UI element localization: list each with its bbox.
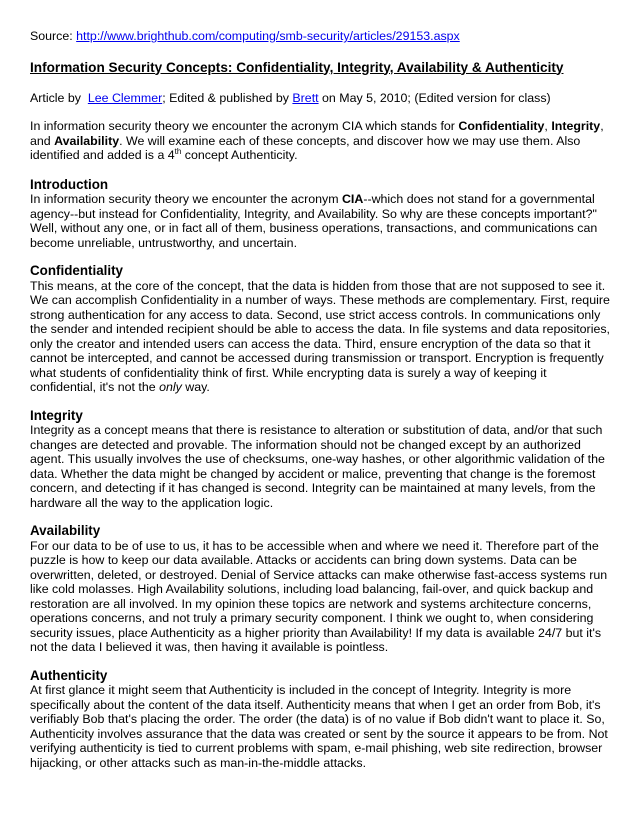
authenticity-body: At first glance it might seem that Authenticity is included in the concept of Integrity. Integrity is more specifically about the content of the data itself. Authenticity means that when I get an order from Bob, it's verifiably Bob that's placing the order. The order (the data) is of no value if Bob didn't want to place it. So, Authenticity involves assurance that the data was created or sent by the source it appears to be from. Not verifying authenticity is tied to current problems with spam, e-mail phishing, web site redirection, browser hijacking, or other attacks such as man-in-the-middle attacks. [30,683,608,770]
heading-confidentiality: Confidentiality [30,263,123,278]
introduction-text-2: --which does not stand for a governmental agency--but instead for Confidentiality, Integrity, and Availability. So why are these concepts important?" Well, without any one, or in fact all of them, business operations, transactions, and communications can become unreliable, untrustworthy, and uncertain. [30,192,598,250]
intro-text-4: . We will examine each of these concepts, and discover how we may use them. Also identified and added is a 4 [30,133,581,162]
intro-text-5: concept Authenticity. [181,148,298,162]
intro-availability-term: Availability [54,133,120,148]
integrity-body: Integrity as a concept means that there is resistance to alteration or substitution of data, and/or that such changes are detected and provable. The information should not be changed except by an authorized agent. This usually involves the use of checksums, one-way hashes, or other algorithmic validation of the data. Whether the data might be changed by accident or malice, preventing that change is the foremost concern, and detecting if it has changed is second. Integrity can be maintained at many levels, from the hardware all the way to the application logic. [30,423,605,510]
author-link[interactable]: Lee Clemmer [87,90,163,105]
heading-introduction: Introduction [30,176,109,192]
introduction-body [30,192,612,250]
section-availability [30,523,612,655]
intro-paragraph [30,119,612,163]
confidentiality-body [30,279,612,395]
intro-text-1: In information security theory we encounter the acronym CIA which stands for [30,119,459,133]
confidentiality-emphasis: only [159,380,182,394]
byline [30,91,612,106]
confidentiality-text-1: This means, at the core of the concept, that the data is hidden from those that are not supposed to see it. We can accomplish Confidentiality in a number of ways. These methods are complementary. First, require strong authentication for any access to data. Second, use strict access controls. In communications only the sender and intended recipient should be able to access the data. In file systems and data repositories, only the creator and intended users can access the data. Third, ensure encryption of the data so that it cannot be intercepted, and cannot be accessed during transmission or transport. Encryption is frequently what students of confidentiality think of first. While encrypting data is surely a way of keeping it confidential, it's not the [30,278,610,394]
byline-suffix: on May 5, 2010; (Edited version for class) [318,90,551,105]
heading-authenticity: Authenticity [30,667,108,683]
section-integrity [30,408,612,511]
page-title: Information Security Concepts: Confidentiality, Integrity, Availability & Authenticity [30,59,564,75]
intro-confidentiality-term: Confidentiality [458,119,545,133]
byline-middle: ; Edited & published by [162,90,293,105]
availability-body: For our data to be of use to us, it has to be accessible when and where we need it. Therefore part of the puzzle is how to keep our data available. Attacks or accidents can bring down systems. Data can be overwritten, deleted, or destroyed. Denial of Service attacks can make otherwise fast-access systems run like cold molasses. High Availability solutions, including load balancing, fail-over, and quick backup and restoration are all involved. In my opinion these topics are network and systems architecture concerns, operations concerns, and not truly a primary security component. I think we ought to, when considering security issues, place Authenticity as a higher priority than Availability! If my data is available 24/7 but it's not the data I believed it was, then having it available is pointless. [30,538,608,654]
byline-prefix: Article by [30,90,88,105]
source-label: Source: [30,29,77,43]
source-link[interactable]: http://www.brighthub.com/computing/smb-security/articles/29153.aspx [76,29,460,43]
intro-text-2: , [544,119,552,133]
heading-integrity: Integrity [30,407,83,423]
source-line [30,29,612,44]
intro-text-3: , and [30,119,604,148]
introduction-cia-term: CIA [341,192,364,206]
section-confidentiality [30,263,612,395]
editor-link[interactable]: Brett [292,90,319,105]
section-authenticity [30,668,612,771]
section-introduction [30,177,612,251]
introduction-text-1: In information security theory we encounter the acronym [30,192,342,206]
confidentiality-text-2: way. [181,380,210,394]
heading-availability: Availability [30,523,101,538]
intro-integrity-term: Integrity [551,119,601,133]
intro-superscript: th [174,147,182,156]
